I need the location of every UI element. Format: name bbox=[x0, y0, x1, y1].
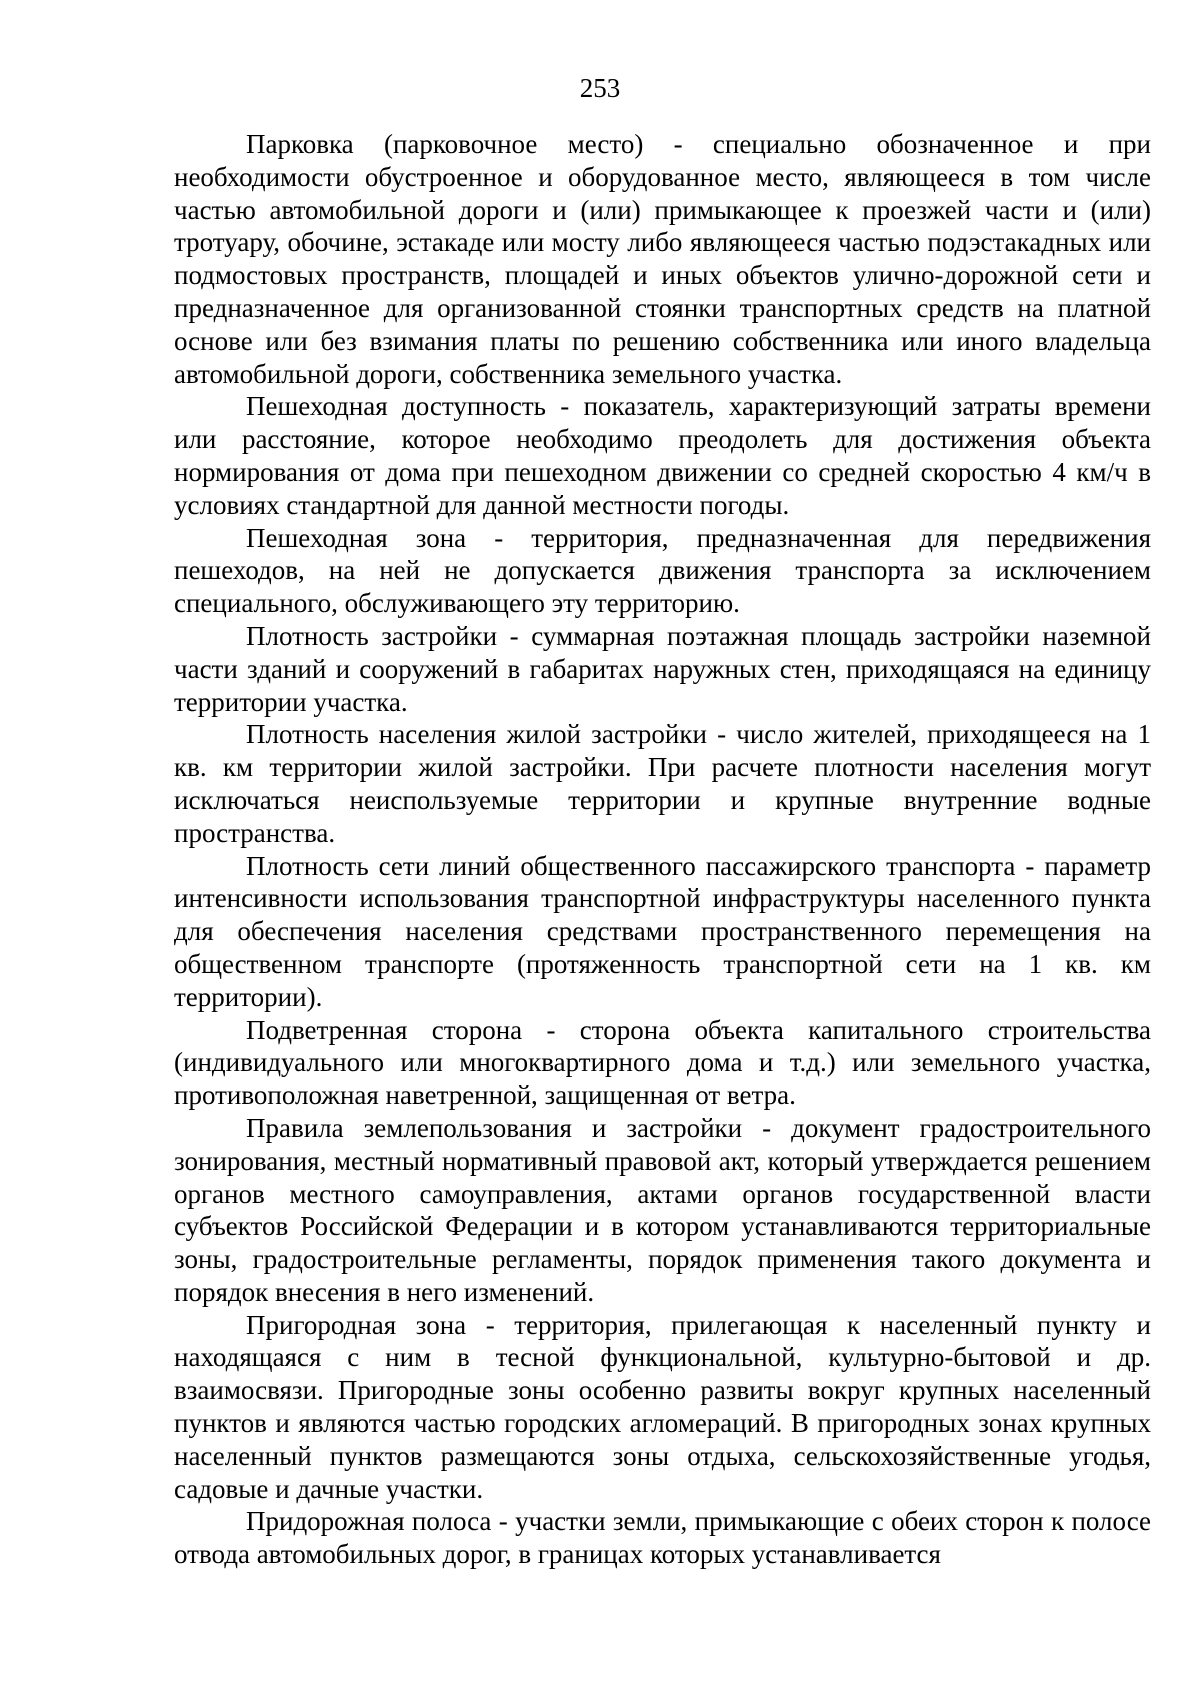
paragraph-leeward-side: Подветренная сторона - сторона объекта капитального строительства (индивидуального или многоквартирного дома и т.д.) или земельного участка, противоположная наветренной, защищенная от ветра. bbox=[174, 1014, 1151, 1111]
paragraph-pedestrian-accessibility: Пешеходная доступность - показатель, характеризующий затраты времени или расстояние, которое необходимо преодолеть для достижения объекта нормирования от дома при пешеходном движении со средней скоростью 4 км/ч в условиях стандартной для данной местности погоды. bbox=[174, 391, 1151, 520]
paragraph-pedestrian-zone: Пешеходная зона - территория, предназначенная для передвижения пешеходов, на ней не допускается движения транспорта за исключением специального, обслуживающего эту территорию. bbox=[174, 522, 1151, 619]
paragraph-population-density: Плотность населения жилой застройки - число жителей, приходящееся на 1 кв. км территории жилой застройки. При расчете плотности населения могут исключаться неиспользуемые территории и крупные внутренние водные пространства. bbox=[174, 719, 1151, 848]
paragraph-parking: Парковка (парковочное место) - специально обозначенное и при необходимости обустроенное и оборудованное место, являющееся в том числе частью автомобильной дороги и (или) примыкающее к проезжей части и (или) тротуару, обочине, эстакаде или мосту либо являющееся частью подэстакадных или подмостовых пространств, площадей и иных объектов улично-дорожной сети и предназначенное для организованной стоянки транспортных средств на платной основе или без взимания платы по решению собственника или иного владельца автомобильной дороги, собственника земельного участка. bbox=[174, 129, 1151, 389]
paragraph-land-use-rules: Правила землепользования и застройки - документ градостроительного зонирования, местный нормативный правовой акт, который утверждается решением органов местного самоуправления, актами органов государственной власти субъектов Российской Федерации и в котором устанавливаются территориальные зоны, градостроительные регламенты, порядок применения такого документа и порядок внесения в него изменений. bbox=[174, 1112, 1151, 1307]
paragraph-roadside-strip: Придорожная полоса - участки земли, примыкающие с обеих сторон к полосе отвода автомобильных дорог, в границах которых устанавливается bbox=[174, 1506, 1151, 1570]
page-number: 253 bbox=[579, 73, 621, 103]
paragraph-suburban-zone: Пригородная зона - территория, прилегающая к населенный пункту и находящаяся с ним в тесной функциональной, культурно-бытовой и др. взаимосвязи. Пригородные зоны особенно развиты вокруг крупных населенный пунктов и являются частью городских агломераций. В пригородных зонах крупных населенный пунктов размещаются зоны отдыха, сельскохозяйственные угодья, садовые и дачные участки. bbox=[174, 1309, 1151, 1504]
document-body bbox=[174, 128, 1151, 1571]
paragraph-transit-network-density: Плотность сети линий общественного пассажирского транспорта - параметр интенсивности использования транспортной инфраструктуры населенного пункта для обеспечения населения средствами пространственного перемещения на общественном транспорте (протяженность транспортной сети на 1 кв. км территории). bbox=[174, 850, 1151, 1012]
paragraph-building-density: Плотность застройки - суммарная поэтажная площадь застройки наземной части зданий и сооружений в габаритах наружных стен, приходящаяся на единицу территории участка. bbox=[174, 620, 1151, 717]
